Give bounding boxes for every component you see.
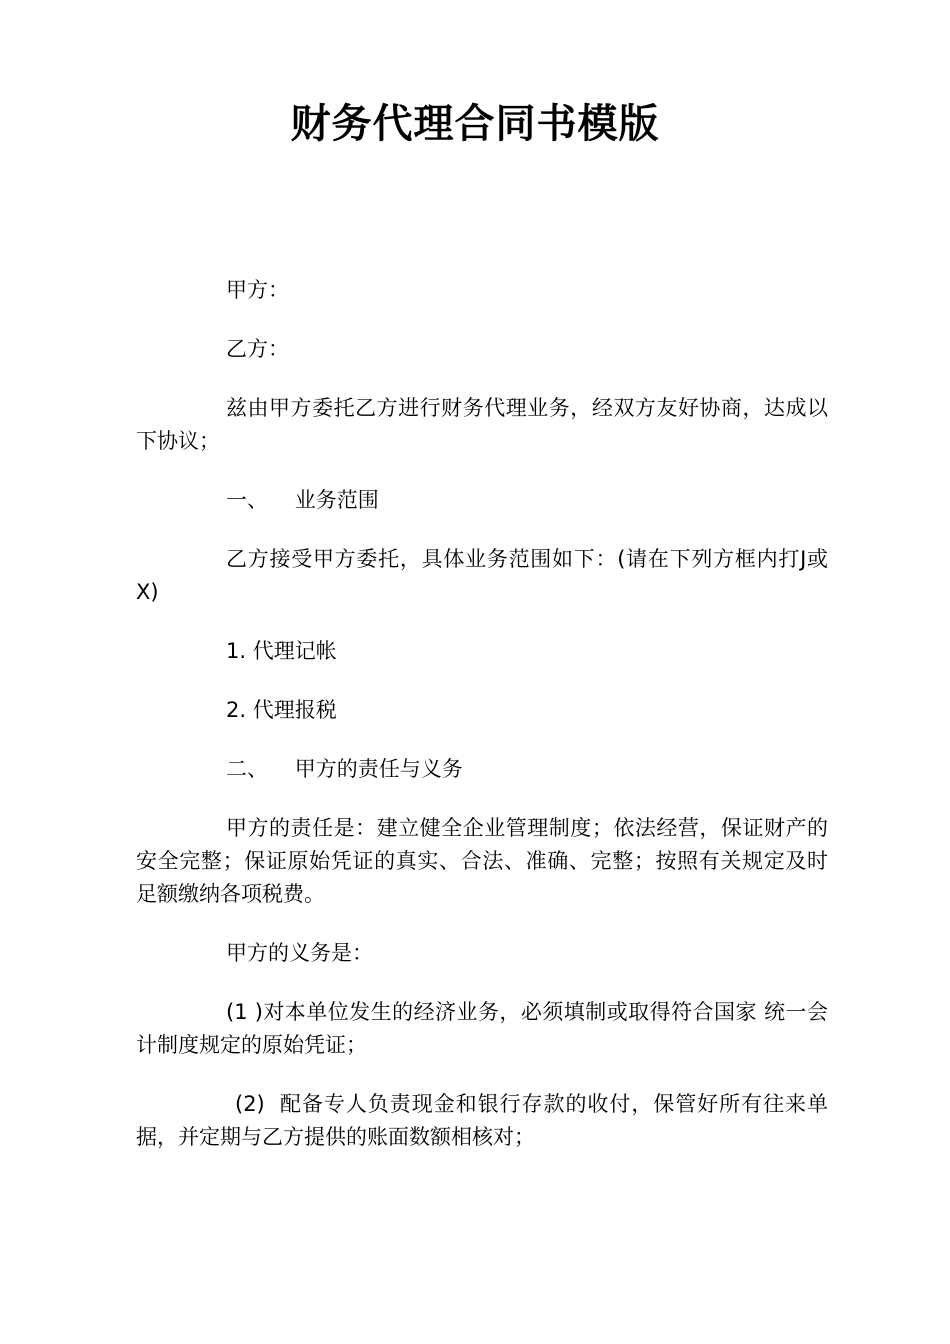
obligation-item-2: (2) 配备专人负责现金和银行存款的收付，保管好所有往来单据，并定期与乙方提供的账面数额相核对；	[136, 1092, 828, 1149]
party-a-obligation-heading: 甲方的义务是：	[226, 941, 373, 965]
scope-paragraph: 乙方接受甲方委托，具体业务范围如下：(请在下列方框内打J或X)	[136, 547, 828, 604]
obligation-item-1: (1 )对本单位发生的经济业务，必须填制或取得符合国家 统一会计制度规定的原始凭证；	[136, 1000, 828, 1057]
document-title: 财务代理合同书模版	[290, 101, 660, 147]
section-2-heading: 二、 甲方的责任与义务	[226, 757, 463, 781]
party-a-responsibility: 甲方的责任是：建立健全企业管理制度；依法经营，保证财产的安全完整；保证原始凭证的真实、合法、准确、完整；按照有关规定及时足额缴纳各项税费。	[136, 816, 828, 906]
intro-paragraph: 兹由甲方委托乙方进行财务代理业务，经双方友好协商，达成以下协议；	[136, 396, 828, 453]
section-1-heading: 一、 业务范围	[226, 488, 379, 512]
document-body	[136, 274, 828, 1180]
scope-item-2: 2. 代理报税	[226, 698, 337, 722]
scope-item-1: 1. 代理记帐	[226, 639, 337, 663]
party-b-line: 乙方：	[226, 337, 289, 361]
party-a-line: 甲方：	[226, 278, 289, 302]
